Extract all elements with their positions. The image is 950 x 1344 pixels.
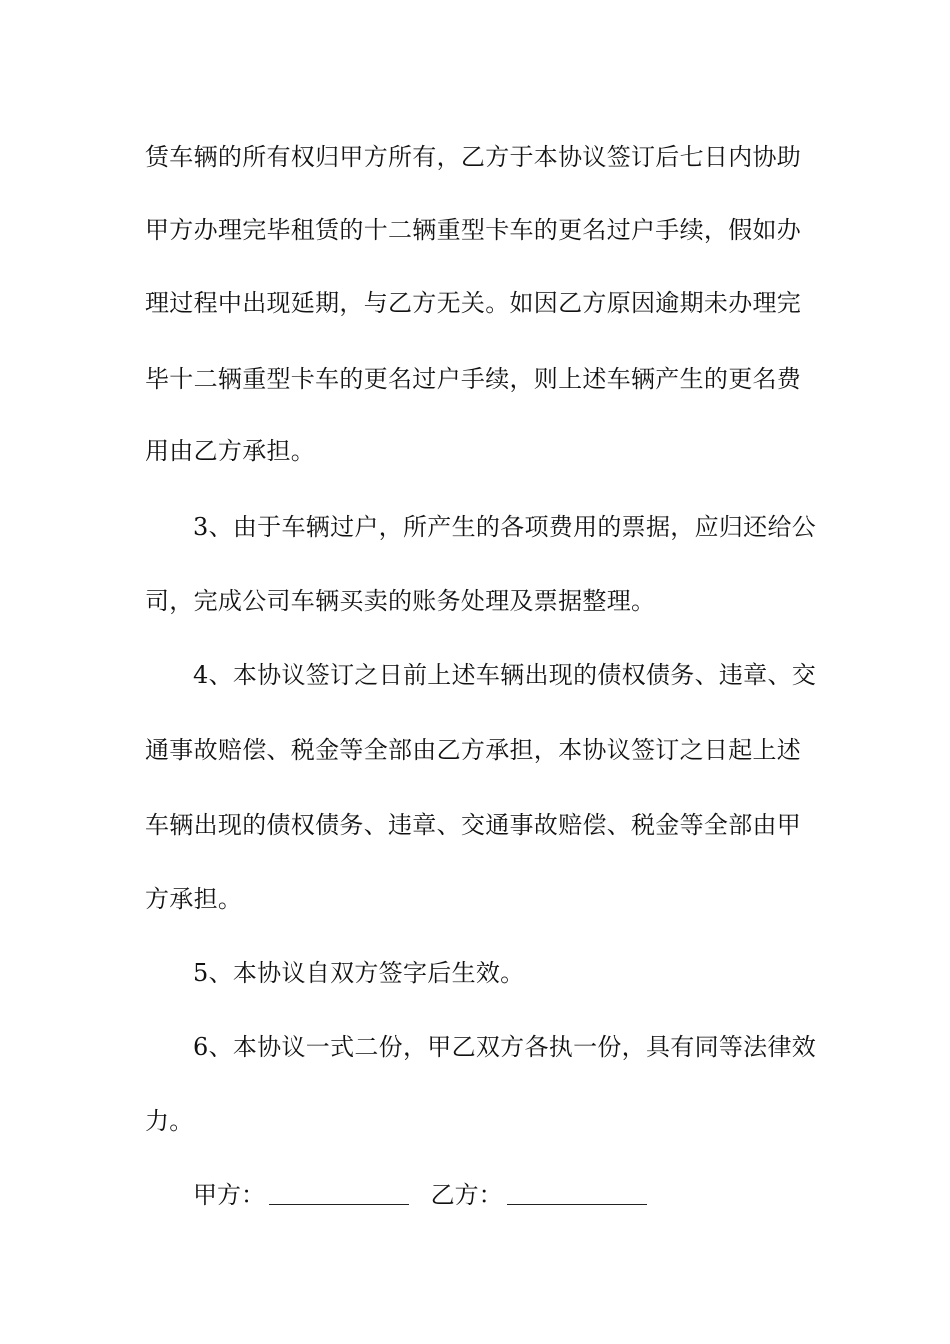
clause-5-line: 5、本协议自双方签字后生效。 [193, 959, 525, 987]
party-b-signature-blank[interactable] [507, 1182, 647, 1205]
text-line: 甲方办理完毕租赁的十二辆重型卡车的更名过户手续，假如办 [145, 216, 802, 244]
clause-6-line: 6、本协议一式二份，甲乙双方各执一份，具有同等法律效 [193, 1033, 817, 1061]
text-line: 方承担。 [145, 885, 243, 913]
clause-4-line: 4、本协议签订之日前上述车辆出现的债权债务、违章、交 [193, 661, 817, 689]
text-line: 用由乙方承担。 [145, 437, 316, 465]
clause-3-line: 3、由于车辆过户，所产生的各项费用的票据，应归还给公 [193, 513, 817, 541]
party-a-label: 甲方： [193, 1181, 265, 1209]
signature-row [193, 1178, 661, 1212]
text-line: 通事故赔偿、税金等全部由乙方承担，本协议签订之日起上述 [145, 736, 802, 764]
party-a-signature-blank[interactable] [269, 1182, 409, 1205]
text-line: 毕十二辆重型卡车的更名过户手续，则上述车辆产生的更名费 [145, 365, 802, 393]
text-line: 车辆出现的债权债务、违章、交通事故赔偿、税金等全部由甲 [145, 811, 802, 839]
text-line: 司，完成公司车辆买卖的账务处理及票据整理。 [145, 587, 656, 615]
party-b-label: 乙方： [430, 1181, 503, 1209]
text-line: 力。 [145, 1107, 194, 1135]
text-line: 理过程中出现延期，与乙方无关。如因乙方原因逾期未办理完 [145, 289, 802, 317]
text-line: 赁车辆的所有权归甲方所有，乙方于本协议签订后七日内协助 [145, 143, 802, 171]
